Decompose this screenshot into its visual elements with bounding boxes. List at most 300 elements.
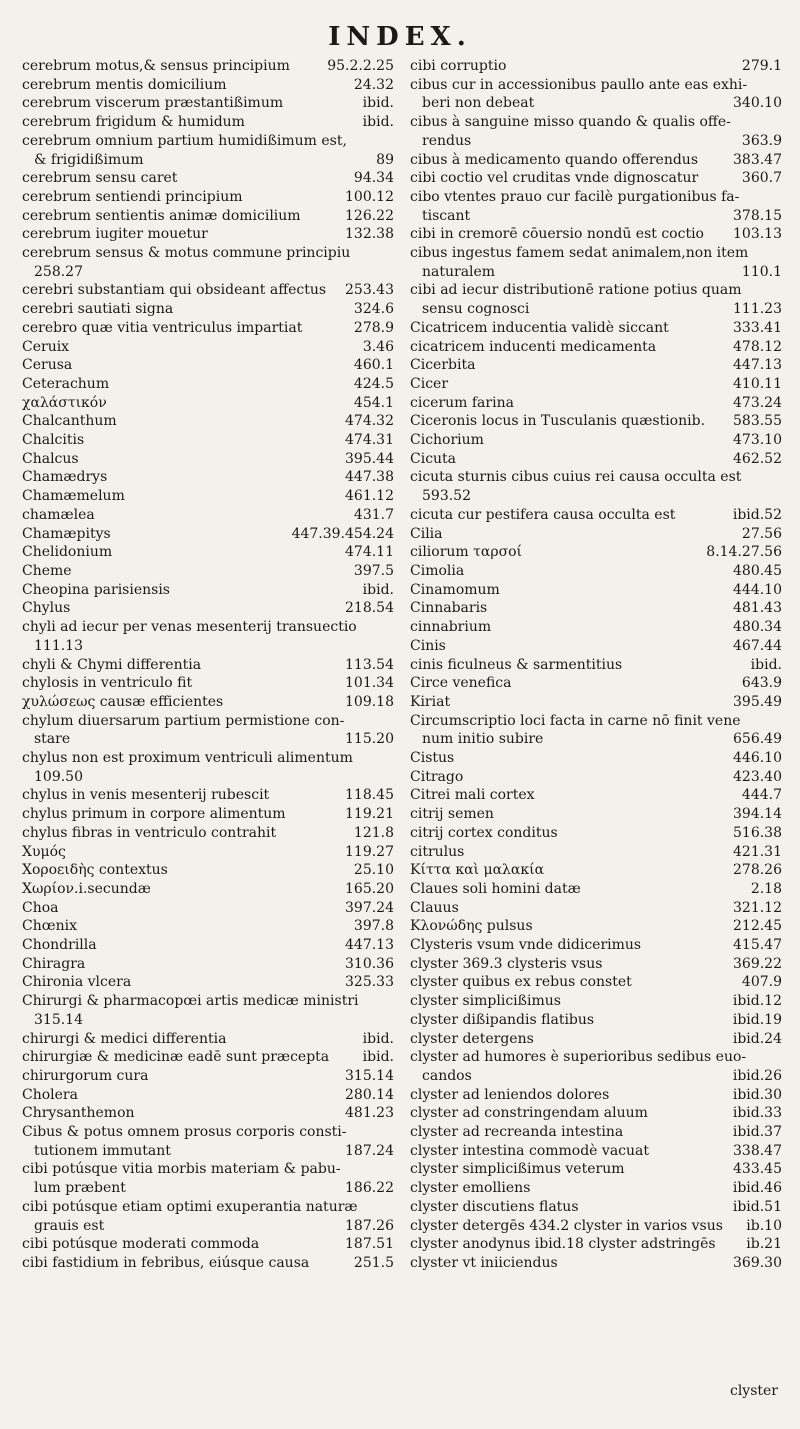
entry-page-ref: 395.44: [341, 450, 394, 469]
entry-text: Chironia vlcera: [22, 974, 132, 991]
entry-page-ref: 447.13: [729, 356, 782, 375]
entry-text: Cistus: [410, 750, 455, 767]
index-entry-line: [22, 973, 394, 992]
entry-text: Kiriat: [410, 693, 451, 710]
entry-page-ref: 95.2.2.25: [323, 57, 394, 76]
index-entry-line: [22, 1086, 394, 1105]
entry-page-ref: 94.34: [350, 169, 394, 188]
index-entry-line: [410, 1217, 782, 1236]
index-entry-line: [410, 431, 782, 450]
index-entry-line: [22, 618, 394, 637]
entry-text: cibi coctio vel cruditas vnde dignoscatur: [410, 170, 699, 187]
index-entry-line: [410, 824, 782, 843]
entry-page-ref: 101.34: [341, 674, 394, 693]
entry-text: Cimolia: [410, 562, 465, 579]
index-entry-line: [410, 338, 782, 357]
index-entry-line: [410, 843, 782, 862]
entry-text: cicatricem inducenti medicamenta: [410, 338, 657, 355]
entry-page-ref: ibid.: [359, 581, 394, 600]
entry-page-ref: 100.12: [341, 188, 394, 207]
index-entry-line: [410, 94, 782, 113]
entry-text: cibi potúsque etiam optimi exuperantia naturæ: [22, 1198, 358, 1215]
index-entry-line: [22, 188, 394, 207]
entry-text: chylosis in ventriculo fit: [22, 675, 193, 692]
entry-text: Citrei mali cortex: [410, 787, 535, 804]
entry-page-ref: ibid.: [359, 1030, 394, 1049]
entry-text: cerebrum sensus & motus commune principiu: [22, 245, 351, 262]
index-entry-line: [22, 244, 394, 263]
entry-page-ref: ib.10: [742, 1217, 782, 1236]
entry-text: cerebrum frigidum & humidum: [22, 114, 245, 131]
index-entry-line: [22, 1179, 394, 1198]
entry-text: chirurgiæ & medicinæ eadē sunt præcepta: [22, 1049, 330, 1066]
entry-page-ref: 121.8: [350, 824, 394, 843]
index-entry-line: [22, 1142, 394, 1161]
entry-page-ref: 643.9: [738, 674, 782, 693]
entry-page-ref: 310.36: [341, 955, 394, 974]
entry-page-ref: 407.9: [738, 973, 782, 992]
index-entry-line: [22, 637, 394, 656]
index-entry-line: [22, 730, 394, 749]
entry-page-ref: 132.38: [341, 225, 394, 244]
entry-text: chylus primum in corpore alimentum: [22, 806, 286, 823]
entry-page-ref: ibid.: [747, 656, 782, 675]
index-entry-line: [22, 786, 394, 805]
entry-text: chylum diuersarum partium permistione con-: [22, 712, 345, 729]
entry-page-ref: 278.26: [729, 861, 782, 880]
index-entry-line: [22, 1048, 394, 1067]
index-column-right: [410, 57, 782, 1273]
entry-text: Choa: [22, 899, 59, 916]
entry-text: Chylus: [22, 600, 71, 617]
index-entry-line: [22, 487, 394, 506]
entry-page-ref: 481.43: [729, 599, 782, 618]
entry-text: clyster ad leniendos dolores: [410, 1086, 610, 1103]
entry-text: Cicuta: [410, 450, 457, 467]
entry-text: chamælea: [22, 506, 95, 523]
entry-text: stare: [34, 731, 71, 748]
entry-page-ref: 89: [372, 151, 394, 170]
index-entry-line: [410, 1123, 782, 1142]
entry-page-ref: 415.47: [729, 936, 782, 955]
entry-text: clyster anodynus ibid.18 clyster adstringēs: [410, 1236, 716, 1253]
entry-text: Clauus: [410, 899, 459, 916]
index-entry-line: [22, 57, 394, 76]
index-entry-line: [410, 412, 782, 431]
index-entry-line: [22, 674, 394, 693]
entry-text: Cinnabaris: [410, 600, 488, 617]
entry-text: Cheopina parisiensis: [22, 581, 170, 598]
page-header: INDEX.: [328, 22, 472, 52]
entry-text: Chalcus: [22, 450, 79, 467]
index-entry-line: [22, 300, 394, 319]
entry-page-ref: 473.10: [729, 431, 782, 450]
entry-text: clyster ad humores è superioribus sedibus euo-: [410, 1049, 747, 1066]
entry-text: 315.14: [34, 1011, 83, 1028]
entry-page-ref: 480.45: [729, 562, 782, 581]
entry-page-ref: 444.10: [729, 581, 782, 600]
entry-page-ref: 338.47: [729, 1142, 782, 1161]
entry-text: Chamædrys: [22, 469, 108, 486]
index-entry-line: [410, 319, 782, 338]
entry-page-ref: 333.41: [729, 319, 782, 338]
entry-page-ref: 461.12: [341, 487, 394, 506]
index-entry-line: [410, 300, 782, 319]
entry-text: cicuta sturnis cibus cuius rei causa occulta est: [410, 469, 742, 486]
index-entry-line: [22, 824, 394, 843]
entry-page-ref: 397.5: [350, 562, 394, 581]
index-entry-line: [410, 525, 782, 544]
entry-page-ref: 110.1: [738, 263, 782, 282]
index-column-left: [22, 57, 394, 1273]
entry-text: chylus non est proximum ventriculi alimentum: [22, 750, 353, 767]
index-entry-line: [22, 76, 394, 95]
index-entry-line: [410, 805, 782, 824]
entry-text: citrulus: [410, 843, 465, 860]
index-entry-line: [410, 712, 782, 731]
entry-page-ref: 395.49: [729, 693, 782, 712]
catchword: clyster: [729, 1383, 778, 1399]
entry-text: χυλώσεως causæ efficientes: [22, 693, 224, 710]
entry-text: Χωρίον.i.secundæ: [22, 880, 151, 897]
entry-text: clyster intestina commodè vacuat: [410, 1142, 650, 1159]
entry-text: cibi ad iecur distributionē ratione potius quam: [410, 282, 742, 299]
entry-page-ref: 460.1: [350, 356, 394, 375]
entry-text: cibi potúsque moderati commoda: [22, 1236, 260, 1253]
index-entry-line: [22, 768, 394, 787]
entry-text: chirurgorum cura: [22, 1067, 149, 1084]
index-entry-line: [22, 861, 394, 880]
entry-page-ref: 109.18: [341, 693, 394, 712]
entry-page-ref: 165.20: [341, 880, 394, 899]
index-entry-line: [410, 1067, 782, 1086]
index-entry-line: [410, 693, 782, 712]
entry-text: Chalcitis: [22, 432, 85, 449]
index-entry-line: [22, 843, 394, 862]
index-entry-line: [22, 132, 394, 151]
entry-page-ref: 253.43: [341, 281, 394, 300]
entry-page-ref: 423.40: [729, 768, 782, 787]
entry-text: grauis est: [34, 1217, 105, 1234]
index-entry-line: [410, 1104, 782, 1123]
index-entry-line: [410, 730, 782, 749]
entry-text: Chirurgi & pharmacopœi artis medicæ ministri: [22, 993, 359, 1010]
index-entry-line: [22, 1030, 394, 1049]
entry-text: citrij semen: [410, 806, 494, 823]
index-entry-line: [410, 786, 782, 805]
entry-page-ref: ibid.33: [729, 1104, 782, 1123]
index-entry-line: [410, 955, 782, 974]
entry-page-ref: 474.31: [341, 431, 394, 450]
index-entry-line: [22, 1123, 394, 1142]
entry-text: Claues soli homini datæ: [410, 880, 581, 897]
entry-page-ref: 27.56: [738, 525, 782, 544]
entry-text: Cilia: [410, 525, 443, 542]
index-entry-line: [22, 1198, 394, 1217]
index-entry-line: [410, 207, 782, 226]
entry-page-ref: ibid.46: [729, 1179, 782, 1198]
index-entry-line: [410, 599, 782, 618]
entry-text: clyster discutiens flatus: [410, 1198, 579, 1215]
entry-text: Χυμός: [22, 843, 66, 860]
index-entry-line: [22, 749, 394, 768]
index-entry-line: [410, 356, 782, 375]
entry-page-ref: 187.51: [341, 1235, 394, 1254]
entry-page-ref: 251.5: [350, 1254, 394, 1273]
index-entry-line: [22, 431, 394, 450]
index-entry-line: [410, 880, 782, 899]
entry-page-ref: 321.12: [729, 899, 782, 918]
index-entry-line: [410, 973, 782, 992]
index-entry-line: [22, 1104, 394, 1123]
entry-text: 109.50: [34, 768, 83, 785]
entry-page-ref: 516.38: [729, 824, 782, 843]
index-entry-line: [410, 656, 782, 675]
entry-text: chyli ad iecur per venas mesenterij transuectio: [22, 619, 357, 636]
index-entry-line: [410, 169, 782, 188]
index-entry-line: [22, 412, 394, 431]
entry-page-ref: 394.14: [729, 805, 782, 824]
entry-page-ref: 444.7: [738, 786, 782, 805]
index-entry-line: [410, 936, 782, 955]
entry-text: cerebrum iugiter mouetur: [22, 226, 208, 243]
index-entry-line: [410, 76, 782, 95]
entry-text: chylus fibras in ventriculo contrahit: [22, 824, 277, 841]
entry-page-ref: ibid.26: [729, 1067, 782, 1086]
index-entry-line: [410, 992, 782, 1011]
entry-text: Χοροειδὴς contextus: [22, 862, 168, 879]
entry-text: Chiragra: [22, 955, 86, 972]
index-entry-line: [22, 506, 394, 525]
entry-text: clyster simplicißimus veterum: [410, 1161, 625, 1178]
entry-page-ref: 369.22: [729, 955, 782, 974]
entry-page-ref: 126.22: [341, 207, 394, 226]
index-entry-line: [22, 712, 394, 731]
entry-text: cerebrum sensu caret: [22, 170, 178, 187]
entry-page-ref: 397.8: [350, 917, 394, 936]
index-entry-line: [22, 281, 394, 300]
entry-text: chirurgi & medici differentia: [22, 1030, 227, 1047]
index-entry-line: [410, 1235, 782, 1254]
entry-page-ref: ibid.52: [729, 506, 782, 525]
entry-page-ref: ibid.37: [729, 1123, 782, 1142]
index-entry-line: [22, 562, 394, 581]
entry-page-ref: 467.44: [729, 637, 782, 656]
entry-text: Κλονώδης pulsus: [410, 918, 533, 935]
entry-text: cibi potúsque vitia morbis materiam & pabu-: [22, 1161, 341, 1178]
entry-page-ref: 383.47: [729, 151, 782, 170]
entry-text: cinnabrium: [410, 619, 492, 636]
entry-text: clyster vt iniiciendus: [410, 1255, 558, 1271]
entry-text: 258.27: [34, 263, 83, 280]
entry-page-ref: 369.30: [729, 1254, 782, 1273]
index-entry-line: [410, 674, 782, 693]
entry-text: Chamæpitys: [22, 525, 111, 542]
entry-text: Chamæmelum: [22, 488, 125, 505]
index-entry-line: [22, 899, 394, 918]
entry-page-ref: 2.18: [747, 880, 782, 899]
entry-page-ref: ibid.: [359, 94, 394, 113]
entry-page-ref: 397.24: [341, 899, 394, 918]
index-entry-line: [410, 543, 782, 562]
entry-text: Ceruix: [22, 338, 70, 355]
entry-text: Chalcanthum: [22, 413, 117, 430]
index-entry-line: [22, 225, 394, 244]
index-entry-line: [22, 543, 394, 562]
index-entry-line: [410, 768, 782, 787]
entry-text: cerebrum sentiendi principium: [22, 188, 243, 205]
index-entry-line: [410, 1179, 782, 1198]
entry-text: sensu cognosci: [422, 301, 530, 318]
entry-page-ref: 480.34: [729, 618, 782, 637]
index-entry-line: [410, 394, 782, 413]
index-entry-line: [22, 356, 394, 375]
index-entry-line: [410, 113, 782, 132]
entry-text: cibus cur in accessionibus paullo ante eas exhi-: [410, 76, 748, 93]
index-entry-line: [22, 936, 394, 955]
entry-text: candos: [422, 1067, 472, 1084]
index-entry-line: [410, 506, 782, 525]
entry-text: χαλάστικόν: [22, 394, 107, 411]
entry-page-ref: 473.24: [729, 394, 782, 413]
index-entry-line: [22, 1217, 394, 1236]
entry-page-ref: 325.33: [341, 973, 394, 992]
entry-text: 593.52: [422, 488, 471, 505]
index-entry-line: [410, 487, 782, 506]
entry-page-ref: 447.39.454.24: [288, 525, 394, 544]
entry-text: chyli & Chymi differentia: [22, 656, 202, 673]
index-entry-line: [22, 263, 394, 282]
index-entry-line: [22, 450, 394, 469]
entry-text: Cholera: [22, 1086, 78, 1103]
index-entry-line: [410, 637, 782, 656]
index-entry-line: [22, 656, 394, 675]
entry-text: beri non debeat: [422, 95, 535, 112]
entry-page-ref: 363.9: [738, 132, 782, 151]
entry-text: cibi in cremorē cōuersio nondū est coctio: [410, 226, 704, 243]
entry-text: Cinis: [410, 637, 446, 654]
entry-page-ref: 447.13: [341, 936, 394, 955]
index-entry-line: [410, 1086, 782, 1105]
entry-page-ref: 424.5: [350, 375, 394, 394]
index-entry-line: [22, 1067, 394, 1086]
index-entry-line: [22, 151, 394, 170]
entry-text: Cicer: [410, 375, 449, 392]
index-entry-line: [410, 1142, 782, 1161]
entry-text: Clysteris vsum vnde didicerimus: [410, 937, 642, 954]
index-entry-line: [410, 468, 782, 487]
index-entry-line: [410, 1030, 782, 1049]
entry-text: Cibus & potus omnem prosus corporis consti-: [22, 1124, 347, 1141]
entry-page-ref: ibid.24: [729, 1030, 782, 1049]
entry-text: Cicerbita: [410, 357, 476, 374]
index-entry-line: [22, 319, 394, 338]
index-entry-line: [410, 57, 782, 76]
entry-page-ref: 324.6: [350, 300, 394, 319]
index-entry-line: [22, 1011, 394, 1030]
index-entry-line: [22, 468, 394, 487]
entry-text: cerebri substantiam qui obsideant affectus: [22, 282, 327, 299]
index-entry-line: [410, 1160, 782, 1179]
entry-page-ref: 583.55: [729, 412, 782, 431]
entry-page-ref: 360.7: [738, 169, 782, 188]
index-entry-line: [410, 375, 782, 394]
entry-page-ref: 481.23: [341, 1104, 394, 1123]
index-entry-line: [410, 749, 782, 768]
index-entry-line: [410, 151, 782, 170]
entry-text: cibus à sanguine misso quando & qualis offe-: [410, 114, 731, 131]
entry-page-ref: 410.11: [729, 375, 782, 394]
entry-page-ref: 474.32: [341, 412, 394, 431]
entry-page-ref: 656.49: [729, 730, 782, 749]
index-entry-line: [410, 917, 782, 936]
entry-text: Cerusa: [22, 357, 73, 374]
entry-page-ref: 187.26: [341, 1217, 394, 1236]
entry-page-ref: 278.9: [350, 319, 394, 338]
index-entry-line: [22, 880, 394, 899]
entry-page-ref: 446.10: [729, 749, 782, 768]
index-entry-line: [410, 132, 782, 151]
entry-text: Ceterachum: [22, 375, 110, 392]
entry-text: Chrysanthemon: [22, 1105, 135, 1122]
entry-page-ref: 474.11: [341, 543, 394, 562]
entry-text: Cichorium: [410, 432, 484, 449]
entry-text: clyster detergēs 434.2 clyster in varios vsus: [410, 1217, 723, 1234]
index-entry-line: [410, 1011, 782, 1030]
entry-page-ref: 433.45: [729, 1160, 782, 1179]
entry-text: clyster ad recreanda intestina: [410, 1124, 624, 1141]
index-entry-line: [22, 581, 394, 600]
entry-page-ref: 24.32: [350, 76, 394, 95]
entry-text: cibo vtentes prauo cur facilè purgationibus fa-: [410, 188, 740, 205]
index-entry-line: [22, 94, 394, 113]
entry-page-ref: 378.15: [729, 207, 782, 226]
entry-text: Cicatricem inducentia validè siccant: [410, 319, 669, 336]
entry-text: cerebrum mentis domicilium: [22, 76, 227, 93]
entry-text: cerebrum motus,& sensus principium: [22, 58, 290, 74]
index-entry-line: [410, 450, 782, 469]
entry-text: & frigidißimum: [34, 151, 144, 168]
entry-text: Ciceronis locus in Tusculanis quæstionib.: [410, 413, 706, 430]
entry-text: num initio subire: [422, 731, 544, 748]
index-entry-line: [22, 169, 394, 188]
entry-text: cibus ingestus famem sedat animalem,non item: [410, 245, 749, 262]
entry-text: cibi fastidium in febribus, eiúsque causa: [22, 1255, 310, 1271]
index-entry-line: [410, 562, 782, 581]
entry-page-ref: 8.14.27.56: [702, 543, 782, 562]
entry-text: clyster detergens: [410, 1030, 534, 1047]
entry-text: cerebro quæ vitia ventriculus impartiat: [22, 319, 303, 336]
entry-text: cicuta cur pestifera causa occulta est: [410, 506, 676, 523]
index-entry-line: [410, 861, 782, 880]
entry-page-ref: 103.13: [729, 225, 782, 244]
entry-text: cibi corruptio: [410, 58, 507, 74]
entry-text: Cheme: [22, 562, 72, 579]
entry-page-ref: 431.7: [350, 506, 394, 525]
entry-page-ref: 340.10: [729, 94, 782, 113]
entry-text: Cinamomum: [410, 581, 500, 598]
entry-page-ref: ibid.: [359, 113, 394, 132]
entry-text: lum præbent: [34, 1180, 126, 1197]
index-entry-line: [22, 1235, 394, 1254]
entry-text: citrij cortex conditus: [410, 824, 558, 841]
entry-text: chylus in venis mesenterij rubescit: [22, 787, 270, 804]
entry-page-ref: ibid.30: [729, 1086, 782, 1105]
entry-page-ref: 454.1: [350, 394, 394, 413]
entry-page-ref: 315.14: [341, 1067, 394, 1086]
entry-text: cerebrum sentientis animæ domicilium: [22, 207, 301, 224]
entry-page-ref: 279.1: [738, 57, 782, 76]
